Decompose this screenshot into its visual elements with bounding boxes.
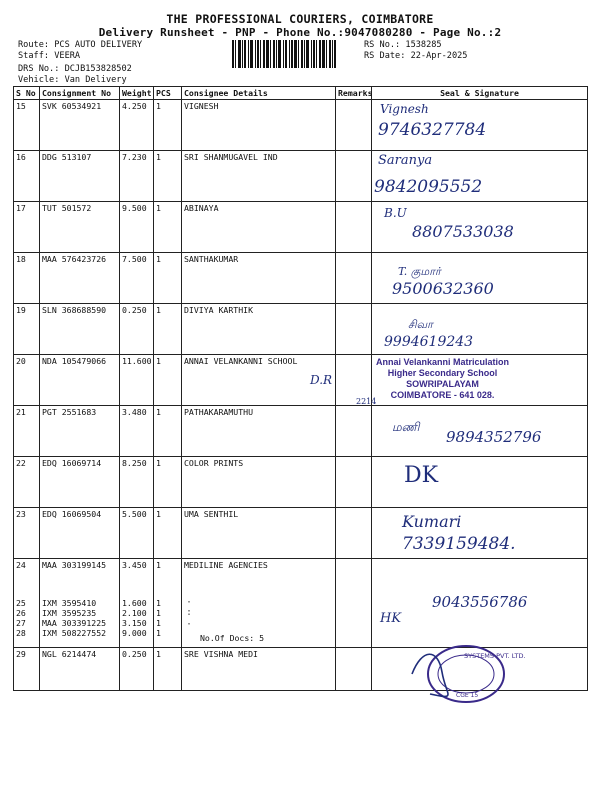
weight-sub: 3.150 — [122, 618, 147, 628]
weight-main: 3.450 — [122, 560, 147, 570]
seal-code: CGE 15 — [456, 692, 479, 699]
weight-cell: 8.250 — [120, 457, 154, 508]
signature-cell — [310, 355, 588, 406]
pcs-sub: 1 — [156, 618, 161, 628]
col-weight: Weight — [120, 87, 154, 100]
weight-cell: 5.500 — [120, 508, 154, 559]
signature-cell — [372, 457, 588, 508]
signature-cell — [372, 648, 588, 699]
pcs-cell: 1 — [154, 304, 182, 355]
table-row — [14, 508, 588, 559]
remarks-cell — [336, 202, 372, 253]
drs-label: DRS No.: DCJB153828502 — [18, 64, 132, 74]
remarks-cell — [336, 100, 372, 151]
handwritten-phone: 9746327784 — [378, 120, 487, 140]
handwritten-phone: 7339159484. — [402, 534, 516, 554]
pcs-cell: 1 — [154, 648, 182, 691]
consignee-cell: SANTHAKUMAR — [182, 253, 336, 304]
remarks-cell — [336, 406, 372, 457]
sno-cell: 16 — [14, 151, 40, 202]
table-row — [14, 253, 588, 304]
sno-cell: 19 — [14, 304, 40, 355]
signature-cell — [372, 151, 588, 202]
consignment-cell: NGL 6214474 — [40, 648, 120, 691]
table-row — [14, 304, 588, 355]
stamp-line-3: SOWRIPALAYAM — [406, 379, 479, 389]
pcs-cell: 1 — [154, 406, 182, 457]
weight-cell — [120, 559, 154, 648]
sno-sub: 25 — [16, 598, 26, 608]
rs-no-label: RS No.: 1538285 — [364, 40, 442, 50]
runsheet-table — [13, 86, 588, 699]
handwritten-name: Kumari — [402, 512, 462, 531]
table-row — [14, 100, 588, 151]
remarks-cell — [336, 151, 372, 202]
pcs-cell: 1 — [154, 457, 182, 508]
table-row — [14, 559, 588, 648]
runsheet-subtitle: Delivery Runsheet - PNP - Phone No.:9047080280 - Page No.:2 — [98, 26, 502, 39]
consignee-cell: UMA SENTHIL — [182, 508, 336, 559]
dot-mark: : — [186, 607, 193, 618]
pcs-cell: 1 — [154, 151, 182, 202]
consignment-cell: EDQ 16069714 — [40, 457, 120, 508]
sno-sub: 28 — [16, 628, 26, 638]
company-seal — [408, 644, 526, 706]
consignee-cell: DIVIYA KARTHIK — [182, 304, 336, 355]
signature-cell — [372, 253, 588, 304]
weight-cell: 3.480 — [120, 406, 154, 457]
handwritten-phone: 8807533038 — [412, 222, 514, 241]
signature-cell — [372, 406, 588, 457]
consignment-sub: IXM 508227552 — [42, 628, 107, 638]
consignment-sub: MAA 303391225 — [42, 618, 107, 628]
staff-label: Staff: VEERA — [18, 51, 81, 61]
remarks-cell — [336, 508, 372, 559]
col-seal: Seal & Signature — [372, 87, 588, 100]
remarks-cell — [336, 648, 372, 691]
sno-cell: 22 — [14, 457, 40, 508]
sno-cell: 18 — [14, 253, 40, 304]
col-pcs: PCS — [154, 87, 182, 100]
rs-date-label: RS Date: 22-Apr-2025 — [364, 51, 468, 61]
weight-sub: 9.000 — [122, 628, 147, 638]
sno-cell: 15 — [14, 100, 40, 151]
consignment-cell: SVK 60534921 — [40, 100, 120, 151]
consignment-cell: EDQ 16069504 — [40, 508, 120, 559]
route-label: Route: PCS AUTO DELIVERY — [18, 40, 143, 50]
handwritten-phone: 9994619243 — [384, 334, 474, 350]
consignment-cell: SLN 368688590 — [40, 304, 120, 355]
consignment-cell: TUT 501572 — [40, 202, 120, 253]
pcs-cell: 1 — [154, 253, 182, 304]
pcs-sub: 1 — [156, 628, 161, 638]
consignment-cell: MAA 576423726 — [40, 253, 120, 304]
col-consignee: Consignee Details — [182, 87, 336, 100]
table-header-row — [14, 87, 588, 100]
remarks-cell — [336, 253, 372, 304]
table-row — [14, 457, 588, 508]
consignment-cell: DDG 513107 — [40, 151, 120, 202]
consignment-sub: IXM 3595410 — [42, 598, 97, 608]
weight-cell: 0.250 — [120, 304, 154, 355]
sno-cell: 29 — [14, 648, 40, 691]
pcs-cell: 1 — [154, 355, 182, 406]
weight-cell: 0.250 — [120, 648, 154, 691]
handwritten-phone: 9043556786 — [432, 593, 528, 611]
consignment-cell: NDA 105479066 — [40, 355, 120, 406]
handwritten-name: Saranya — [378, 153, 433, 168]
consignment-main: MAA 303199145 — [42, 560, 107, 570]
sno-sub: 27 — [16, 618, 26, 628]
dot-mark: · — [186, 619, 193, 630]
handwritten-name: B.U — [384, 206, 407, 220]
consignment-cell — [40, 559, 120, 648]
table-row — [14, 355, 588, 406]
barcode — [232, 40, 356, 68]
dot-mark: · — [186, 597, 193, 608]
consignee-cell: COLOR PRINTS — [182, 457, 336, 508]
col-sno: S No — [14, 87, 40, 100]
weight-cell: 11.600 — [120, 355, 154, 406]
company-title: THE PROFESSIONAL COURIERS, COIMBATORE — [166, 12, 434, 26]
signature-cell — [372, 100, 588, 151]
pcs-cell: 1 — [154, 100, 182, 151]
table-row — [14, 648, 588, 691]
remarks-cell — [336, 304, 372, 355]
consignee-cell: VIGNESH — [182, 100, 336, 151]
table-row — [14, 151, 588, 202]
remarks-cell — [336, 457, 372, 508]
consignee-cell: ANNAI VELANKANNI SCHOOL — [182, 355, 336, 406]
signature-cell — [372, 202, 588, 253]
sno-cell: 20 — [14, 355, 40, 406]
handwritten-initials: HK — [380, 611, 402, 626]
handwritten-name: T. குமார் — [398, 265, 441, 278]
consignee-cell: ABINAYA — [182, 202, 336, 253]
stamp-code: 2214 — [356, 397, 377, 406]
pcs-cell — [154, 559, 182, 648]
pcs-sub: 1 — [156, 608, 161, 618]
weight-cell: 9.500 — [120, 202, 154, 253]
table-row — [14, 406, 588, 457]
weight-sub: 2.100 — [122, 608, 147, 618]
consignee-cell: SRE VISHNA MEDI — [182, 648, 336, 691]
stamp-line-1: Annai Velankanni Matriculation — [376, 357, 510, 367]
handwritten-initials: DK — [404, 463, 439, 488]
col-remarks: Remarks — [336, 87, 372, 100]
handwritten-name: மணி — [392, 420, 420, 434]
weight-cell: 7.230 — [120, 151, 154, 202]
sno-sub: 26 — [16, 608, 26, 618]
stamp-line-4: COIMBATORE - 641 028. — [390, 390, 495, 400]
weight-cell: 4.250 — [120, 100, 154, 151]
stamp-line-2: Higher Secondary School — [387, 368, 498, 378]
weight-sub: 1.600 — [122, 598, 147, 608]
consignee-cell — [182, 559, 336, 648]
school-stamp — [376, 357, 509, 401]
consignment-cell: PGT 2551683 — [40, 406, 120, 457]
seal-text: SYSTEMS PVT. LTD. — [464, 652, 526, 660]
table-row — [14, 202, 588, 253]
remarks-cell — [336, 559, 372, 648]
consignee-cell: PATHAKARAMUTHU — [182, 406, 336, 457]
sno-main: 24 — [16, 560, 26, 570]
sno-cell: 23 — [14, 508, 40, 559]
handwritten-initials: D.R — [310, 373, 333, 387]
pcs-cell: 1 — [154, 202, 182, 253]
signature-cell — [372, 559, 588, 648]
pcs-cell: 1 — [154, 508, 182, 559]
sno-cell: 21 — [14, 406, 40, 457]
sno-cell — [14, 559, 40, 648]
weight-cell: 7.500 — [120, 253, 154, 304]
handwritten-name: சிவா — [408, 318, 433, 331]
signature-cell — [372, 508, 588, 559]
no-of-docs: No.Of Docs: 5 — [200, 633, 265, 643]
consignee-cell: SRI SHANMUGAVEL IND — [182, 151, 336, 202]
signature-cell — [372, 304, 588, 355]
pcs-sub: 1 — [156, 598, 161, 608]
route-meta — [18, 40, 142, 86]
handwritten-name: Vignesh — [380, 102, 429, 116]
vehicle-label: Vehicle: Van Delivery — [18, 75, 127, 85]
handwritten-phone: 9842095552 — [374, 177, 483, 197]
sno-cell: 17 — [14, 202, 40, 253]
handwritten-phone: 9500632360 — [392, 279, 494, 298]
pcs-main: 1 — [156, 560, 161, 570]
rs-meta — [364, 40, 467, 62]
consignee-main: MEDILINE AGENCIES — [184, 560, 268, 570]
consignment-sub: IXM 3595235 — [42, 608, 97, 618]
col-consignment: Consignment No — [40, 87, 120, 100]
handwritten-phone: 9894352796 — [446, 428, 542, 446]
